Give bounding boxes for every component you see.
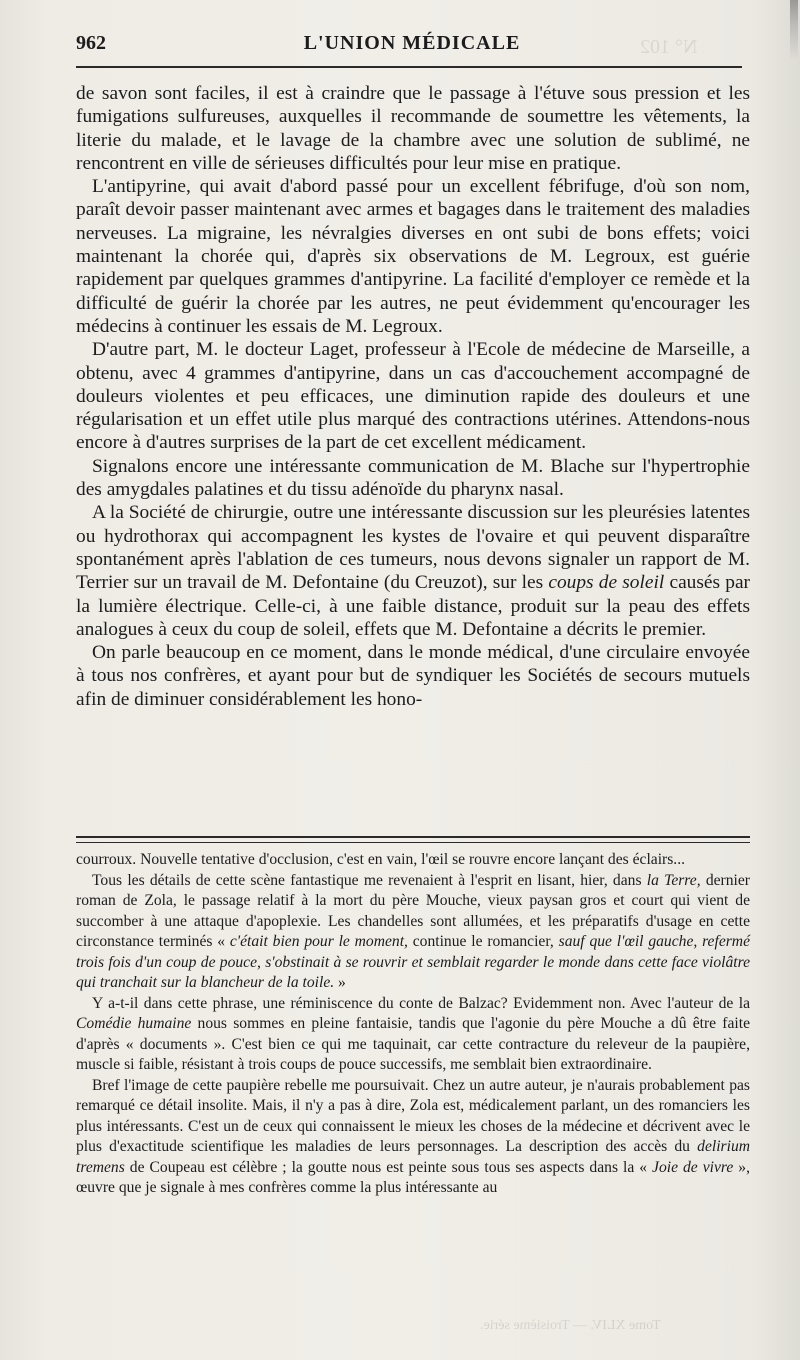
running-header <box>76 32 748 60</box>
paragraph: L'antipyrine, qui avait d'abord passé pour un excellent fébrifuge, d'où son nom, paraît devoir passer maintenant avec armes et bagages dans le traitement des maladies nerveuses. La migraine, les névralgies diverses en ont subi de bons effets; voici maintenant la chorée qui, d'après six observations de M. Legroux, est guérie rapidement par quelques grammes d'antipyrine. La facilité d'employer ce remède et la difficulté de guérir la chorée par les autres, ne peut évidemment qu'encourager les médecins à continuer les essais de M. Legroux. <box>76 176 750 337</box>
bleed-through-header: N° 102 <box>640 36 698 58</box>
paragraph: de savon sont faciles, il est à craindre que le passage à l'étuve sous pression et les fumigations sulfureuses, auxquelles il recommande de soumettre les vêtements, la literie du malade, et le lavage de la chambre avec une solution de sublimé, ne rencontrent en ville de sérieuses difficultés pour leur mise en pratique. <box>76 83 750 174</box>
header-rule <box>76 66 742 68</box>
feuilleton-paragraph: Bref l'image de cette paupière rebelle me poursuivait. Chez un autre auteur, je n'aurais probablement pas remarqué ce détail insolite. Mais, il n'y a pas à dire, Zola est, médicalement parlant, un des romanciers les plus intéressants. C'est un de ceux qui connaissent le mieux les choses de la médecine et décrivent avec le plus d'exactitude scientifique les maladies de leurs personnages. La description des accès du delirium tremens de Coupeau est célèbre ; la goutte nous est peinte sous tous ses aspects dans la « Joie de vivre », œuvre que je signale à mes confrères comme la plus intéressante au <box>76 1076 751 1196</box>
bleed-through-footer: Tome XLIV. — Troisième série. <box>480 1318 661 1333</box>
feuilleton-divider-thin <box>76 842 750 843</box>
feuilleton-paragraph: courroux. Nouvelle tentative d'occlusion, c'est en vain, l'œil se rouvre encore lançant des éclairs... <box>76 851 686 868</box>
page-number: 962 <box>76 32 106 54</box>
paragraph: A la Société de chirurgie, outre une intéressante discussion sur les pleurésies latentes ou hydrothorax qui accompagnent les kystes de l'ovaire et qui peuvent disparaître spontanément après l'ablation de ces tumeurs, nous devons signaler un rapport de M. Terrier sur un travail de M. Defontaine (du Creuzot), sur les coups de soleil causés par la lumière électrique. Celle-ci, à une faible distance, produit sur la peau des effets analogues à ceux du coup de soleil, effets que M. Defontaine a décrits le premier. <box>76 502 751 640</box>
feuilleton-section <box>76 850 750 1199</box>
paragraph: On parle beaucoup en ce moment, dans le monde médical, d'une circulaire envoyée à tous nos confrères, et ayant pour but de syndiquer les Sociétés de secours mutuels afin de diminuer considérablement les hono- <box>76 642 750 710</box>
feuilleton-paragraph: Tous les détails de cette scène fantastique me revenaient à l'esprit en lisant, hier, dans la Terre, dernier roman de Zola, le passage relatif à la mort du père Mouche, vieux paysan gros et court qui vient de succomber à une attaque d'apoplexie. Les chandelles sont allumées, et les préparatifs d'usage en cette circonstance terminés « c'était bien pour le moment, continue le romancier, sauf que l'œil gauche, refermé trois fois d'un coup de pouce, s'obstinait à se rouvrir et semblait regarder le monde dans cette face violâtre qui tranchait sur la blancheur de la toile. » <box>76 871 750 991</box>
main-article <box>76 82 750 711</box>
paragraph: D'autre part, M. le docteur Laget, professeur à l'Ecole de médecine de Marseille, a obtenu, avec 4 grammes d'antipyrine, dans un cas d'accouchement accompagné de douleurs violentes et peu efficaces, une diminution rapide des douleurs et une régularisation et un effet utile plus marqué des contractions utérines. Attendons-nous encore à d'autres surprises de la part de cet excellent médicament. <box>76 339 750 454</box>
journal-title: L'UNION MÉDICALE <box>303 32 521 54</box>
feuilleton-divider <box>76 836 750 838</box>
feuilleton-paragraph: Y a-t-il dans cette phrase, une réminiscence du conte de Balzac? Evidemment non. Avec l'auteur de la Comédie humaine nous sommes en pleine fantaisie, tandis que l'agonie du père Mouche a dû être faite d'après « documents ». C'est bien ce qui me taquinait, car cette contracture du releveur de la paupière, muscle si faible, résistant à trois coups de pouce successifs, me semblait bien extraordinaire. <box>76 994 750 1073</box>
paragraph: Signalons encore une intéressante communication de M. Blache sur l'hypertrophie des amygdales palatines et du tissu adénoïde du pharynx nasal. <box>76 455 750 501</box>
page-edge-mark <box>790 0 798 60</box>
